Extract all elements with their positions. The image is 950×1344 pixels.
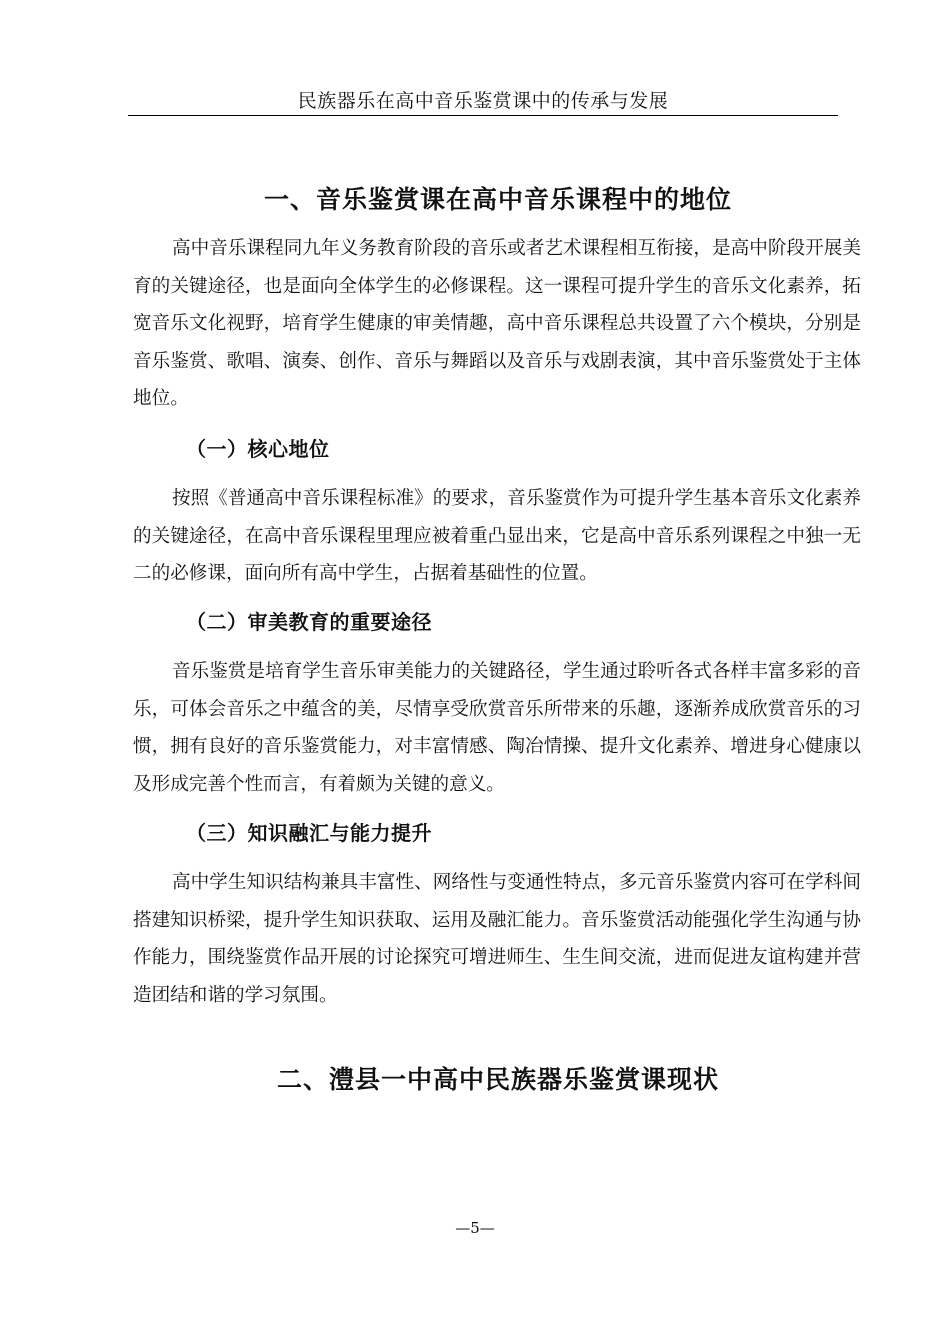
section-2-heading: 二、澧县一中高中民族器乐鉴赏课现状	[276, 1065, 719, 1094]
subsection-1-heading: （一）核心地位	[186, 437, 330, 461]
subsection-3-paragraph: 高中学生知识结构兼具丰富性、网络性与变通性特点，多元音乐鉴赏内容可在学科间搭建知识桥梁，提升学生知识获取、运用及融汇能力。音乐鉴赏活动能强化学生沟通与协作能力，围绕鉴赏作品开展的讨论探究可增进师生、生生间交流，进而促进友谊构建并营造团结和谐的学习氛围。	[133, 872, 861, 1006]
section-1-intro-paragraph: 高中音乐课程同九年义务教育阶段的音乐或者艺术课程相互衔接，是高中阶段开展美育的关键途径，也是面向全体学生的必修课程。这一课程可提升学生的音乐文化素养，拓宽音乐文化视野，培育学生健康的审美情趣，高中音乐课程总共设置了六个模块，分别是音乐鉴赏、歌唱、演奏、创作、音乐与舞蹈以及音乐与戏剧表演，其中音乐鉴赏处于主体地位。	[133, 238, 861, 410]
subsection-2-heading: （二）审美教育的重要途径	[186, 610, 432, 634]
page-number: —5—	[455, 1219, 495, 1237]
subsection-1-paragraph: 按照《普通高中音乐课程标准》的要求，音乐鉴赏作为可提升学生基本音乐文化素养的关键途径，在高中音乐课程里理应被着重凸显出来，它是高中音乐系列课程之中独一无二的必修课，面向所有高中学生，占据着基础性的位置。	[133, 488, 861, 585]
running-header: 民族器乐在高中音乐鉴赏课中的传承与发展	[297, 90, 669, 112]
subsection-3-heading: （三）知识融汇与能力提升	[186, 821, 432, 845]
header-rule	[128, 115, 838, 116]
section-1-heading: 一、音乐鉴赏课在高中音乐课程中的地位	[263, 185, 732, 214]
subsection-2-paragraph: 音乐鉴赏是培育学生音乐审美能力的关键路径，学生通过聆听各式各样丰富多彩的音乐，可体会音乐之中蕴含的美，尽情享受欣赏音乐所带来的乐趣，逐渐养成欣赏音乐的习惯，拥有良好的音乐鉴赏能力，对丰富情感、陶冶情操、提升文化素养、增进身心健康以及形成完善个性而言，有着颇为关键的意义。	[133, 661, 861, 795]
